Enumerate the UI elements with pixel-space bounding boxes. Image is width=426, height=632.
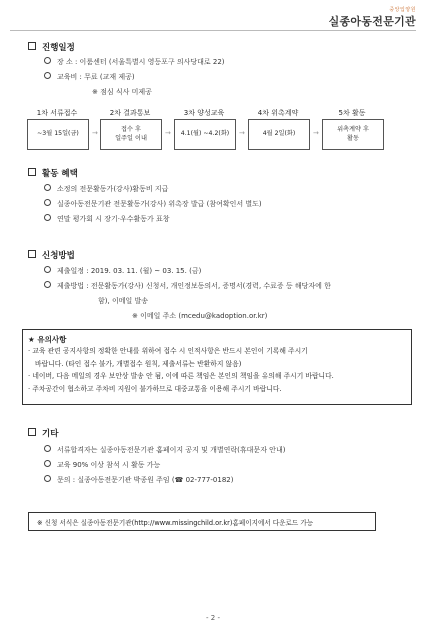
circle-bullet-icon <box>44 460 51 467</box>
step-box: 4.1(월) ~4.2(화) <box>174 119 236 150</box>
circle-bullet-icon <box>44 199 51 206</box>
step-label: 4차 위촉계약 <box>257 109 299 117</box>
notice-line: · 네이버, 다음 메일의 경우 보안상 발송 안 됨, 이에 따른 책임은 본인의 책임을 유의해 주시기 바랍니다. <box>28 372 334 380</box>
etc-item: 문의 : 실종아동전문기관 박종원 주임 (☎ 02-777-0182) <box>44 475 233 485</box>
notice-box <box>22 329 412 405</box>
schedule-item: 장 소 : 이룸센터 (서울특별시 영등포구 의사당대로 22) <box>44 57 225 67</box>
circle-bullet-icon <box>44 475 51 482</box>
download-note-box: ※ 신청 서식은 실종아동전문기관(http://www.missingchild.or.kr)홈페이지에서 다운로드 가능 <box>28 512 376 531</box>
step-label: 1차 서류접수 <box>36 109 78 117</box>
circle-bullet-icon <box>44 72 51 79</box>
section-title-benefits: 활동 혜택 <box>28 167 78 179</box>
circle-bullet-icon <box>44 184 51 191</box>
arrow-right-icon: → <box>313 129 319 137</box>
apply-item: 제출방법 : 전문활동가(강사) 신청서, 개인정보동의서, 증명서(경력, 수료증 등 해당자에 한 <box>44 281 331 291</box>
page-number: - 2 - <box>206 614 220 622</box>
email-note: ※ 이메일 주소 (mcedu@kadoption.or.kr) <box>132 312 268 320</box>
apply-item: 제출일정 : 2019. 03. 11. (월) ~ 03. 15. (금) <box>44 266 201 276</box>
header-divider <box>10 30 416 31</box>
notice-line: 바랍니다. (타인 접수 불가, 개별접수 원칙, 제출서류는 반환하지 않음) <box>35 359 242 368</box>
section-title-apply: 신청방법 <box>28 249 75 261</box>
notice-title: ★ 유의사항 <box>28 335 67 344</box>
circle-bullet-icon <box>44 266 51 273</box>
step-label: 5차 활동 <box>338 109 366 117</box>
step-box: 접수 후 일주일 이내 <box>100 119 162 150</box>
agency-logo <box>329 6 416 29</box>
step-label: 3차 양성교육 <box>183 109 225 117</box>
logo-subtitle: 중앙입양원 <box>389 7 416 13</box>
benefit-item: 연말 평가회 시 장기·우수활동가 표창 <box>44 214 170 224</box>
notice-line: · 교육 관련 공지사항의 정확한 안내를 위하여 접수 시 인적사항은 반드시 본인이 기록해 주시기 <box>28 347 308 355</box>
apply-item-continuation: 함), 이메일 발송 <box>98 297 148 305</box>
circle-bullet-icon <box>44 57 51 64</box>
checkbox-icon <box>28 250 36 258</box>
circle-bullet-icon <box>44 214 51 221</box>
schedule-item: 교육비 : 무료 (교재 제공) <box>44 72 135 82</box>
etc-item: 서류합격자는 실종아동전문기관 홈페이지 공지 및 개별연락(휴대문자 안내) <box>44 445 285 455</box>
benefit-item: 소정의 전문활동가(강사)활동비 지급 <box>44 184 168 194</box>
etc-item: 교육 90% 이상 참석 시 활동 가능 <box>44 460 160 470</box>
section-title-schedule: 진행일정 <box>28 41 75 53</box>
checkbox-icon <box>28 42 36 50</box>
benefit-item: 실종아동전문기관 전문활동가(강사) 위촉장 발급 (참여확인서 별도) <box>44 199 262 209</box>
arrow-right-icon: → <box>239 129 245 137</box>
section-title-etc: 기타 <box>28 427 58 439</box>
circle-bullet-icon <box>44 281 51 288</box>
notice-line: · 주차공간이 협소하고 주차비 지원이 불가하므로 대중교통을 이용해 주시기 바랍니다. <box>28 384 282 393</box>
arrow-right-icon: → <box>92 129 98 137</box>
step-label: 2차 결과통보 <box>109 109 151 117</box>
arrow-right-icon: → <box>165 129 171 137</box>
checkbox-icon <box>28 428 36 436</box>
step-box: 4월 2일(화) <box>248 119 310 150</box>
circle-bullet-icon <box>44 445 51 452</box>
step-box: 위촉계약 후 활동 <box>322 119 384 150</box>
checkbox-icon <box>28 168 36 176</box>
step-box: ~3월 15일(금) <box>27 119 89 150</box>
logo-title: 실종아동전문기관 <box>328 15 416 28</box>
schedule-note: ※ 점심 식사 미제공 <box>92 88 152 96</box>
